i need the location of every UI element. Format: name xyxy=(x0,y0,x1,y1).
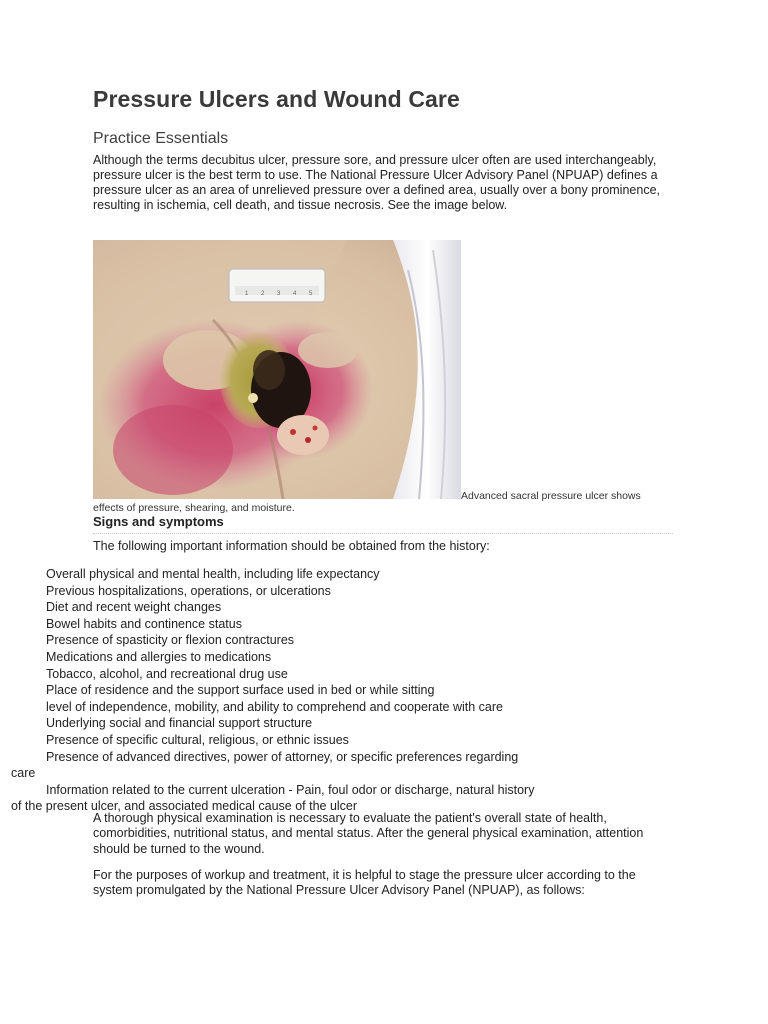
intro-paragraph: Although the terms decubitus ulcer, pressure sore, and pressure ulcer often are used interchangeably, pressure ulcer is the best term to use. The National Pressure Ulcer Advisory Panel (NPUAP) defines a pressure ulcer as an area of unrelieved pressure over a defined area, usually over a bony prominence, resulting in ischemia, cell death, and tissue necrosis. See the image below. xyxy=(93,153,660,212)
staging-paragraph: For the purposes of workup and treatment, it is helpful to stage the pressure ulcer according to the system promulgated by the National Pressure Ulcer Advisory Panel (NPUAP), as follows: xyxy=(93,868,636,898)
list-item-text: Underlying social and financial support structure xyxy=(46,716,313,731)
history-list-item xyxy=(0,649,675,666)
history-list-item xyxy=(0,616,675,633)
history-list-item xyxy=(0,566,675,583)
list-item-text: Medications and allergies to medications xyxy=(46,649,272,664)
list-item-text: Presence of specific cultural, religious, or ethnic issues xyxy=(46,732,349,747)
history-list-item xyxy=(0,599,675,616)
list-item-text: Tobacco, alcohol, and recreational drug use xyxy=(46,666,288,681)
list-item-text: level of independence, mobility, and ability to comprehend and cooperate with care xyxy=(46,699,503,714)
history-list-item xyxy=(0,583,675,600)
figure-caption-continued: effects of pressure, shearing, and moisture. xyxy=(93,502,295,514)
signs-symptoms-heading: Signs and symptoms xyxy=(93,514,224,529)
svg-text:2: 2 xyxy=(261,291,265,297)
history-list-item xyxy=(0,682,675,699)
history-list-item xyxy=(0,666,675,683)
list-item-text: Previous hospitalizations, operations, or ulcerations xyxy=(46,583,331,598)
svg-text:3: 3 xyxy=(277,291,281,297)
history-list-item xyxy=(0,699,675,716)
document-title: Pressure Ulcers and Wound Care xyxy=(93,86,460,112)
section-heading: Practice Essentials xyxy=(93,130,229,147)
list-item-text-continued: of the present ulcer, and associated medical cause of the ulcer xyxy=(11,799,358,814)
history-list-item xyxy=(0,749,675,782)
history-bullet-list xyxy=(0,566,675,815)
history-list-item xyxy=(0,715,675,732)
list-item-text: Diet and recent weight changes xyxy=(46,600,222,615)
section-divider xyxy=(93,533,673,534)
svg-text:1: 1 xyxy=(245,291,249,297)
svg-text:4: 4 xyxy=(293,291,297,297)
pressure-ulcer-photo xyxy=(93,240,461,499)
history-list-item xyxy=(0,632,675,649)
physical-exam-paragraph: A thorough physical examination is necessary to evaluate the patient's overall state of health, comorbidities, nutritional status, and mental status. After the general physical examination, attention should be turned to the wound. xyxy=(93,811,644,856)
list-item-text: Place of residence and the support surface used in bed or while sitting xyxy=(46,683,435,698)
list-item-text: Bowel habits and continence status xyxy=(46,616,242,631)
list-item-text: Information related to the current ulceration - Pain, foul odor or discharge, natural history xyxy=(46,782,535,797)
list-item-text: Presence of spasticity or flexion contractures xyxy=(46,633,295,648)
list-item-text: Overall physical and mental health, including life expectancy xyxy=(46,567,380,581)
list-item-text-continued: care xyxy=(11,766,36,781)
svg-text:5: 5 xyxy=(309,291,313,297)
history-list-item xyxy=(0,732,675,749)
ulcer-photo-illustration xyxy=(93,240,461,499)
history-list-item xyxy=(0,782,675,815)
list-item-text: Presence of advanced directives, power of attorney, or specific preferences regarding xyxy=(46,749,519,764)
figure-caption: Advanced sacral pressure ulcer shows xyxy=(461,490,641,502)
history-intro: The following important information should be obtained from the history: xyxy=(93,539,490,553)
